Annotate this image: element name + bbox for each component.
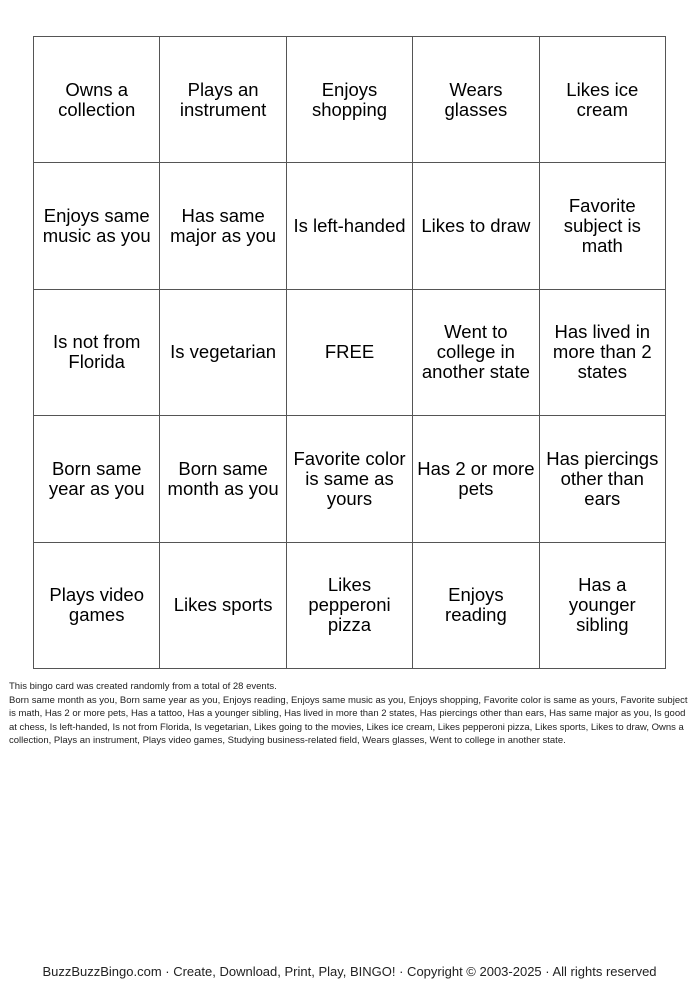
bingo-cell (160, 290, 286, 416)
bingo-cell-text: Has 2 or more pets (417, 457, 535, 499)
bingo-cell-text: Plays video games (49, 584, 144, 626)
bingo-cell (413, 416, 539, 542)
bingo-cell (34, 290, 160, 416)
bingo-cell-text: Has same major as you (170, 205, 277, 247)
bingo-cell (34, 163, 160, 289)
bingo-cell (287, 543, 413, 669)
bingo-cell (34, 543, 160, 669)
bingo-cell (287, 37, 413, 163)
events-list: Born same month as you, Born same year as you, Enjoys reading, Enjoys same music as you, Enjoys shopping, Favorite color is same as yours, Favorite subject is math, Has 2 or more pets, Has a tattoo, Has a younger sibling, Has lived in more than 2 states, Has piercings other than ears, Has same major as you, Is good at chess, Is left-handed, Is not from Florida, Is vegetarian, Likes going to the movies, Likes ice cream, Likes pepperoni pizza, Likes sports, Likes to draw, Owns a collection, Plays an instrument, Plays video games, Studying business-related field, Wears glasses, Went to college in another state. (9, 694, 688, 746)
bingo-cell-text: Has lived in more than 2 states (552, 321, 652, 383)
bingo-cell (540, 163, 666, 289)
bingo-cell-text: Favorite color is same as yours (293, 447, 406, 509)
card-summary: This bingo card was created randomly from a total of 28 events. (9, 681, 277, 692)
bingo-cell (540, 543, 666, 669)
bingo-cell-text: Likes pepperoni pizza (308, 574, 391, 636)
bingo-cell (413, 543, 539, 669)
bingo-cell (287, 416, 413, 542)
bingo-cell-text: Likes sports (173, 594, 273, 616)
bingo-cell-text: Is left-handed (293, 215, 406, 237)
free-space-text: FREE (324, 341, 375, 363)
bingo-cell-text: Wears glasses (444, 78, 508, 120)
bingo-cell (160, 37, 286, 163)
bingo-cell (413, 163, 539, 289)
bingo-cell-text: Born same month as you (167, 457, 279, 499)
bingo-cell-text: Favorite subject is math (563, 195, 641, 257)
bingo-cell (160, 416, 286, 542)
bingo-cell-text: Is not from Florida (53, 331, 141, 373)
bingo-cell-text: Plays an instrument (179, 78, 267, 120)
bingo-cell-text: Likes to draw (421, 215, 531, 237)
bingo-cell-text: Has piercings other than ears (546, 447, 659, 509)
bingo-cell (34, 37, 160, 163)
bingo-cell (160, 543, 286, 669)
card-info (9, 680, 691, 748)
bingo-cell-text: Enjoys same music as you (42, 205, 151, 247)
bingo-cell-text: Is vegetarian (170, 341, 277, 363)
bingo-cell (540, 290, 666, 416)
bingo-card-grid (33, 36, 666, 669)
bingo-cell (160, 163, 286, 289)
bingo-cell (34, 416, 160, 542)
site-footer: BuzzBuzzBingo.com · Create, Download, Print, Play, BINGO! · Copyright © 2003-2025 · All rights reserved (42, 964, 657, 979)
bingo-cell-text: Went to college in another state (421, 321, 530, 383)
bingo-cell-free (287, 290, 413, 416)
bingo-cell-text: Owns a collection (58, 78, 136, 120)
bingo-cell-text: Has a younger sibling (568, 574, 636, 636)
bingo-cell-text: Enjoys reading (445, 584, 507, 626)
bingo-cell (540, 37, 666, 163)
bingo-cell (540, 416, 666, 542)
bingo-cell (287, 163, 413, 289)
bingo-cell (413, 37, 539, 163)
bingo-cell-text: Born same year as you (48, 457, 145, 499)
bingo-cell-text: Likes ice cream (566, 78, 639, 120)
bingo-cell (413, 290, 539, 416)
bingo-cell-text: Enjoys shopping (311, 78, 388, 120)
